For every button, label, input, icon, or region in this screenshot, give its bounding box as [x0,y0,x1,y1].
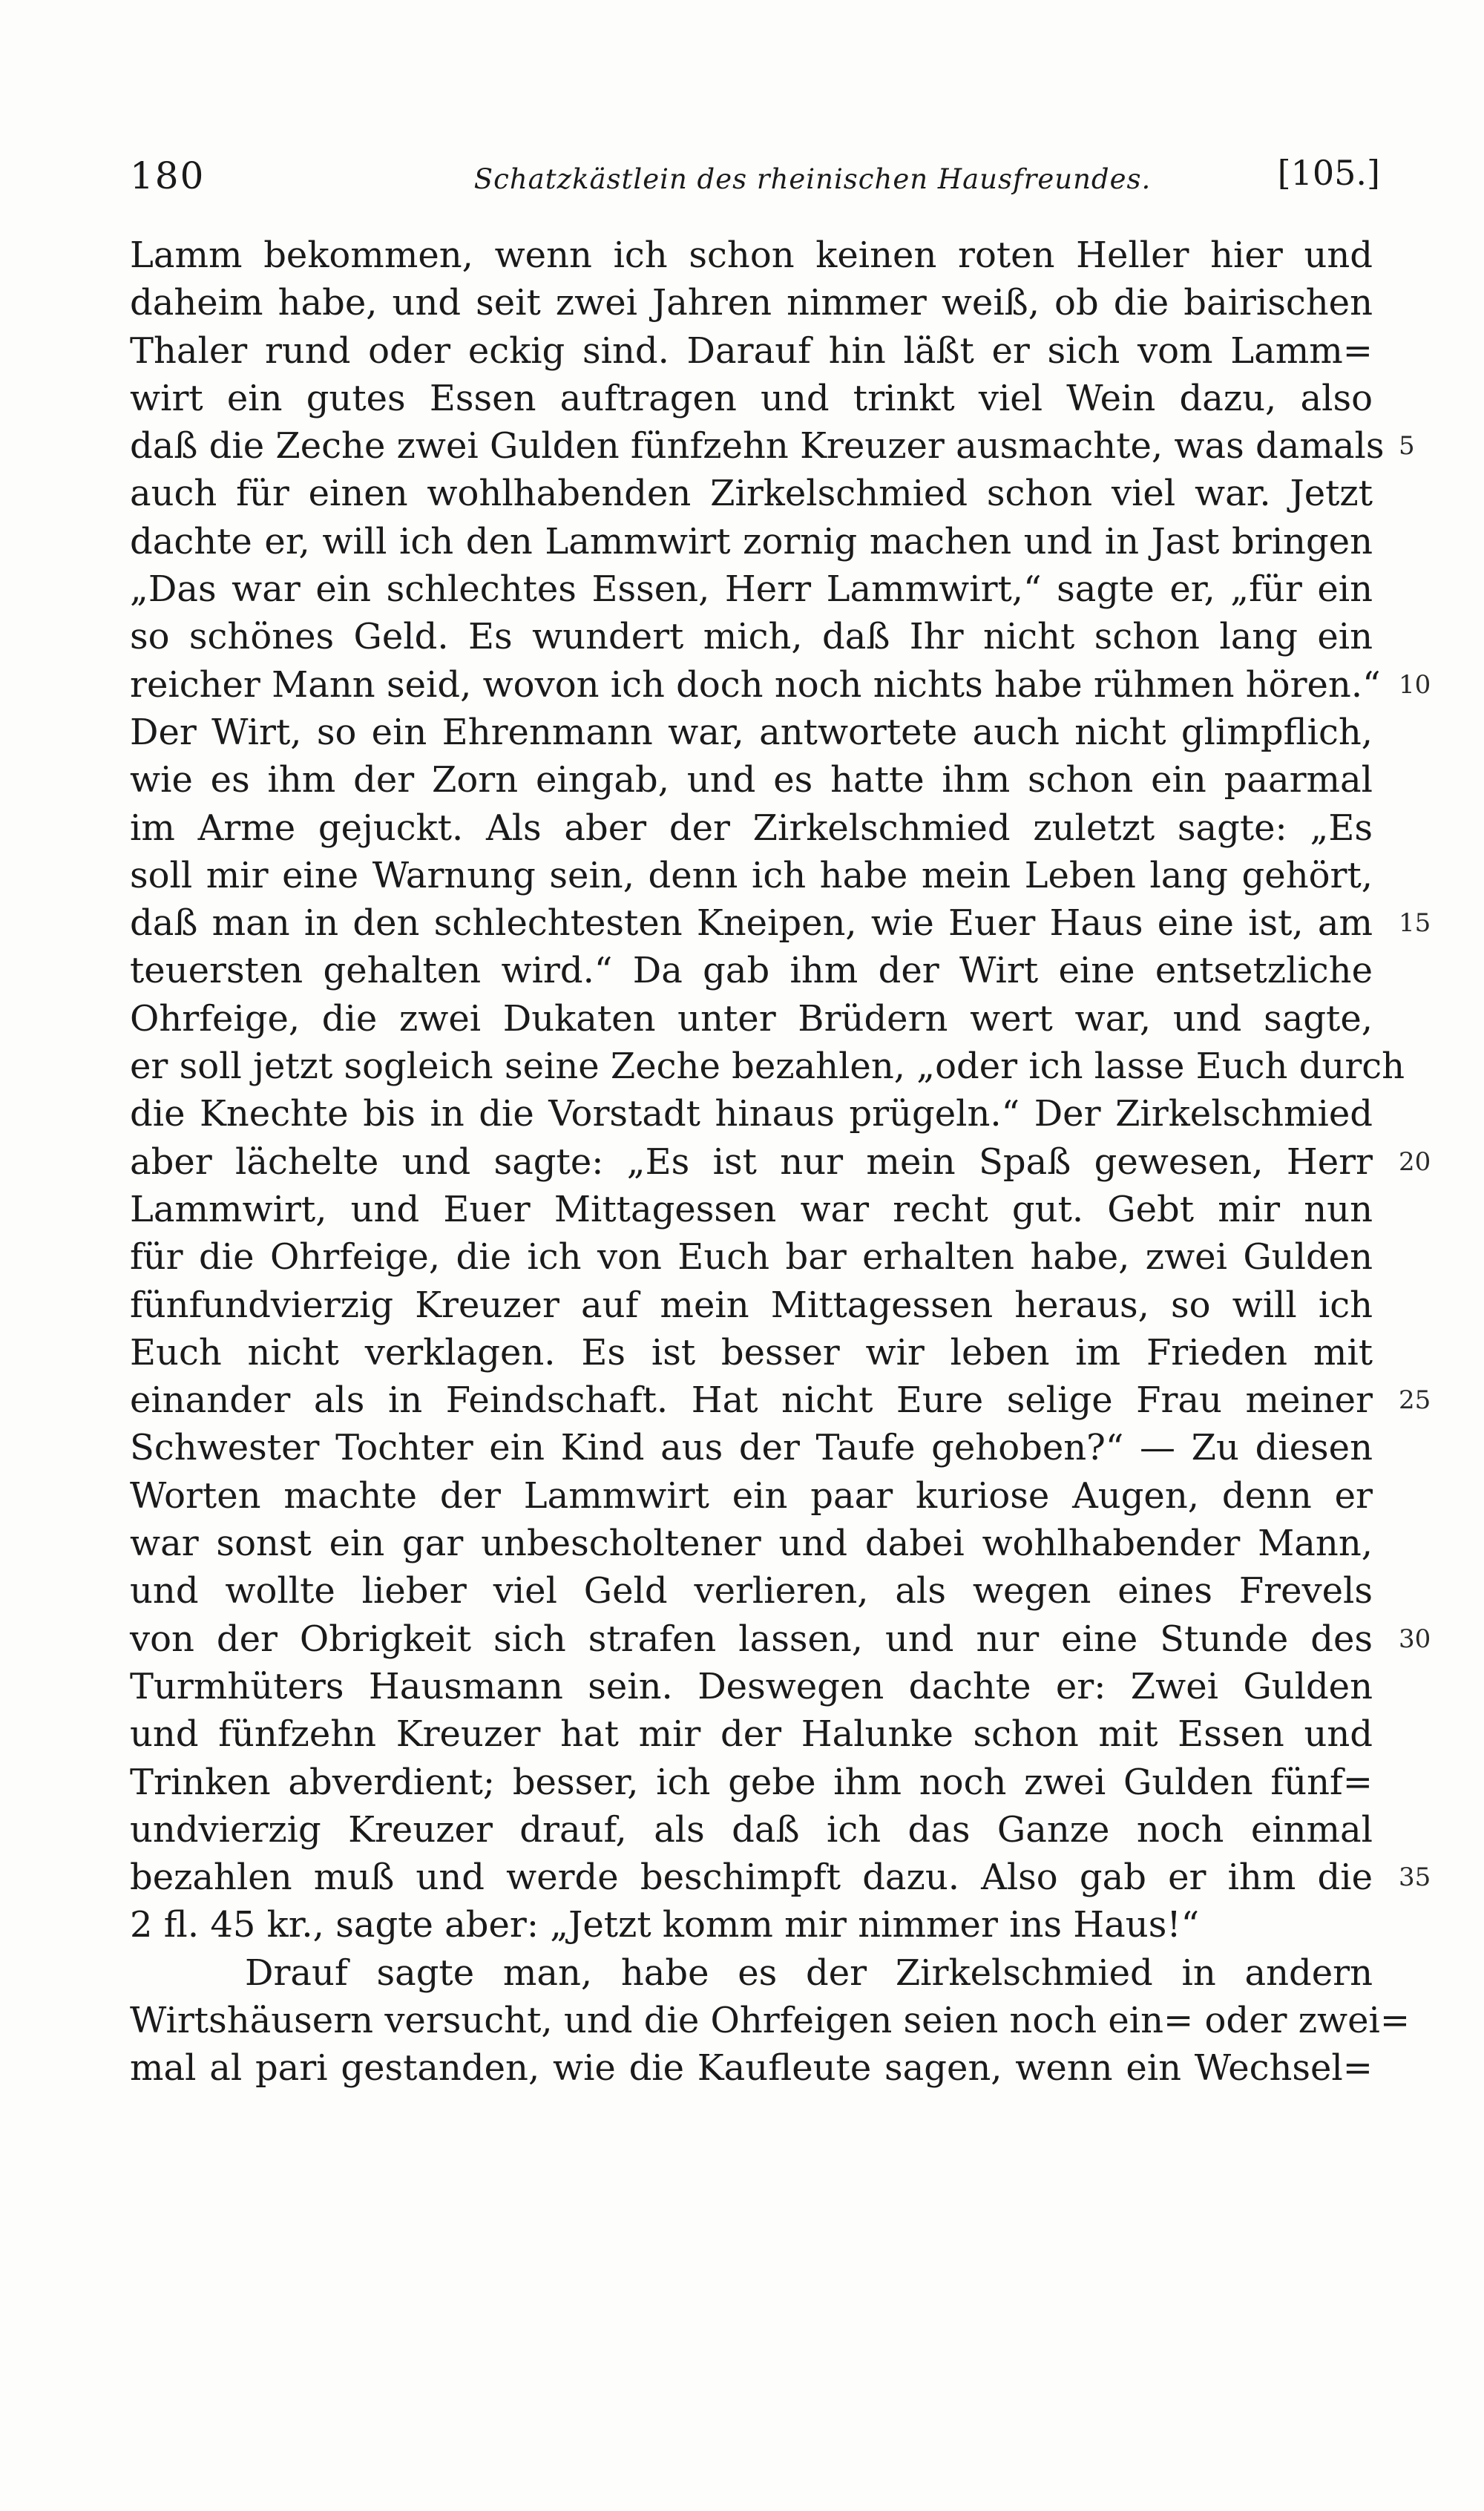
text-line: von der Obrigkeit sich strafen lassen, und nur eine Stunde des [130,1618,1373,1660]
text-line: dachte er, will ich den Lammwirt zornig machen und in Jast bringen [130,520,1373,562]
text-line: Ohrfeige, die zwei Dukaten unter Brüdern wert war, und sagte, [130,997,1373,1040]
text-line: daheim habe, und seit zwei Jahren nimmer weiß, ob die bairischen [130,282,1373,324]
text-line: so schönes Geld. Es wundert mich, daß Ihr nicht schon lang ein [130,616,1373,658]
text-line: und wollte lieber viel Geld verlieren, als wegen eines Frevels [130,1570,1373,1612]
text-line: Drauf sagte man, habe es der Zirkelschmied in andern [245,1952,1373,1994]
line-number: 30 [1399,1624,1431,1654]
text-line: wie es ihm der Zorn eingab, und es hatte ihm schon ein paarmal [130,759,1373,801]
line-number: 25 [1399,1385,1431,1416]
text-line: im Arme gejuckt. Als aber der Zirkelschmied zuletzt sagte: „Es [130,807,1373,849]
text-line: Worten machte der Lammwirt ein paar kuriose Augen, denn er [130,1474,1373,1517]
line-number: 5 [1399,431,1415,462]
text-line: „Das war ein schlechtes Essen, Herr Lammwirt,“ sagte er, „für ein [130,568,1373,611]
text-line-with-number [130,1138,1431,1186]
text-line: bezahlen muß und werde beschimpft dazu. Also gab er ihm die [130,1857,1373,1899]
text-line: Euch nicht verklagen. Es ist besser wir leben im Frieden mit [130,1331,1373,1373]
text-line: und fünfzehn Kreuzer hat mir der Halunke schon mit Essen und [130,1713,1373,1756]
text-line: Trinken abverdient; besser, ich gebe ihm noch zwei Gulden fünf= [130,1761,1373,1803]
text-line: für die Ohrfeige, die ich von Euch bar erhalten habe, zwei Gulden [130,1236,1373,1279]
text-line: aber lächelte und sagte: „Es ist nur mein Spaß gewesen, Herr [130,1140,1373,1183]
line-number: 15 [1399,908,1431,939]
text-line: einander als in Feindschaft. Hat nicht Eure selige Frau meiner [130,1379,1373,1422]
text-line-with-number [130,1376,1431,1424]
running-title: Schatzkästlein des rheinischen Hausfreundes. [473,163,1152,195]
page-reference: [105.] [1277,153,1380,193]
text-line: Lammwirt, und Euer Mittagessen war recht gut. Gebt mir nun [130,1188,1373,1230]
text-line: Turmhüters Hausmann sein. Deswegen dachte er: Zwei Gulden [130,1665,1373,1707]
text-line-with-number [130,1615,1431,1663]
text-line: Lamm bekommen, wenn ich schon keinen roten Heller hier und [130,234,1373,276]
text-line: soll mir eine Warnung sein, denn ich habe mein Leben lang gehört, [130,854,1373,896]
page-header [130,148,1410,215]
text-line: Der Wirt, so ein Ehrenmann war, antwortete auch nicht glimpflich, [130,711,1373,753]
text-line: war sonst ein gar unbescholtener und dabei wohlhabender Mann, [130,1523,1373,1565]
line-number: 20 [1399,1146,1431,1177]
text-line: daß man in den schlechtesten Kneipen, wie Euer Haus eine ist, am [130,902,1373,945]
text-line-with-number [130,899,1431,947]
text-line-with-number [130,1854,1431,1901]
text-line: die Knechte bis in die Vorstadt hinaus prügeln.“ Der Zirkelschmied [130,1093,1373,1135]
text-line: auch für einen wohlhabenden Zirkelschmied schon viel war. Jetzt [130,473,1373,515]
text-line: daß die Zeche zwei Gulden fünfzehn Kreuzer ausmachte, was damals [130,425,1385,467]
text-line: er soll jetzt sogleich seine Zeche bezahlen, „oder ich lasse Euch durch [130,1046,1405,1088]
text-line-with-number [130,422,1415,470]
text-line: teuersten gehalten wird.“ Da gab ihm der Wirt eine entsetzliche [130,950,1373,992]
text-line: wirt ein gutes Essen auftragen und trinkt viel Wein dazu, also [130,377,1373,419]
page-number: 180 [130,154,206,197]
text-line: fünfundvierzig Kreuzer auf mein Mittagessen heraus, so will ich [130,1284,1373,1326]
text-line: 2 fl. 45 kr., sagte aber: „Jetzt komm mir nimmer ins Haus!“ [130,1904,1200,1946]
text-line: mal al pari gestanden, wie die Kaufleute sagen, wenn ein Wechsel= [130,2047,1373,2090]
line-number: 35 [1399,1862,1431,1893]
text-line-with-number [130,661,1431,709]
text-line: reicher Mann seid, wovon ich doch noch nichts habe rühmen hören.“ [130,663,1381,706]
body-text [130,232,1431,2092]
text-line: Schwester Tochter ein Kind aus der Taufe gehoben?“ — Zu diesen [130,1427,1373,1469]
text-line: Thaler rund oder eckig sind. Darauf hin läßt er sich vom Lamm= [130,329,1373,372]
text-line: undvierzig Kreuzer drauf, als daß ich das Ganze noch einmal [130,1808,1373,1851]
line-number: 10 [1399,669,1431,700]
text-line: Wirtshäusern versucht, und die Ohrfeigen seien noch ein= oder zwei= [130,1999,1411,2041]
